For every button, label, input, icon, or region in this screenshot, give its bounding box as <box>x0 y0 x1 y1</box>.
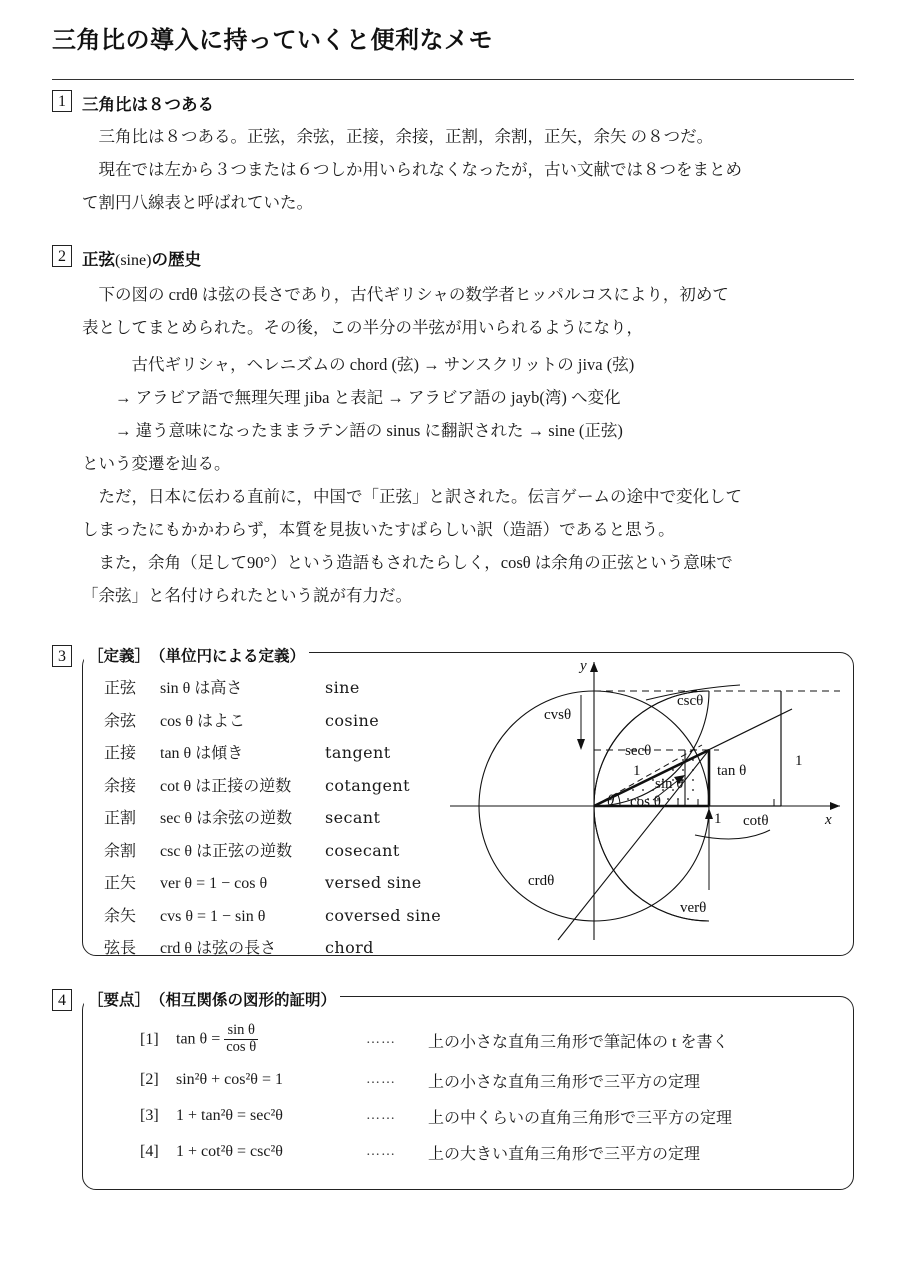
section-2-line-9: また，余角（足して90°）という造語もされたらしく，cosθ は余角の正弦という意味で <box>82 553 733 572</box>
tan-label: tan θ <box>717 763 747 779</box>
key-point-dots: …… <box>366 1108 396 1123</box>
definition-english: coversed sine <box>325 905 442 925</box>
key-point-description: 上の小さな直角三角形で三平方の定理 <box>428 1073 701 1091</box>
key-point-index: [3] <box>140 1107 159 1124</box>
section-number-2: 2 <box>52 245 72 267</box>
definition-jp-name: 正接 <box>104 745 137 762</box>
key-point-index: [1] <box>140 1031 159 1048</box>
ver-label: verθ <box>680 900 707 916</box>
title-divider <box>52 79 854 80</box>
theta-label: θ <box>607 793 615 809</box>
page-title: 三角比の導入に持っていくと便利なメモ <box>52 26 493 54</box>
section-2-line-2: 表としてまとめられた。その後，この半分の半弦が用いられるようになり， <box>82 318 643 337</box>
right-angle-cot <box>774 799 781 806</box>
section-number-1: 1 <box>52 90 72 112</box>
section-number-4: 4 <box>52 989 72 1011</box>
sin-label: sin θ <box>655 776 684 792</box>
definition-formula: cvs θ = 1 − sin θ <box>160 907 266 925</box>
definition-english: tangent <box>325 743 391 762</box>
definition-formula: cos θ はよこ <box>160 712 245 730</box>
definition-row <box>104 835 441 868</box>
definition-jp-name: 弦長 <box>104 940 137 957</box>
section-2-heading-tail: の歴史 <box>151 250 201 269</box>
key-point-description: 上の小さな直角三角形で筆記体の t を書く <box>428 1033 729 1051</box>
definition-formula: crd θ は弦の長さ <box>160 940 277 957</box>
definition-jp-name: 余矢 <box>104 907 137 925</box>
section-heading-1: 三角比は８つある <box>82 95 214 114</box>
definition-row <box>104 900 441 933</box>
key-point-dots: …… <box>366 1144 396 1159</box>
fraction-numerator: sin θ <box>227 1022 255 1039</box>
radius-one-label: 1 <box>633 763 641 779</box>
definition-english: cosecant <box>325 840 400 860</box>
section-number-3: 3 <box>52 645 72 667</box>
section-2-line-10: 「余弦」と名付けられたという説が有力だ。 <box>82 586 412 605</box>
definition-jp-name: 余割 <box>104 842 137 860</box>
ver-arrow-head <box>705 808 713 819</box>
fraction-denominator: cos θ <box>226 1038 257 1055</box>
definition-formula: cot θ は正接の逆数 <box>160 777 292 795</box>
definition-formula: sec θ は余弦の逆数 <box>160 810 293 827</box>
definition-row <box>104 802 441 835</box>
definition-table <box>104 672 441 965</box>
cos-label: cos θ <box>630 794 661 810</box>
key-point-dots: …… <box>366 1072 396 1087</box>
key-point-row <box>140 1062 732 1098</box>
key-point-formula: 1 + cot²θ = csc²θ <box>176 1143 283 1160</box>
x-axis-arrow <box>830 802 840 810</box>
secant-extended-line <box>594 709 792 806</box>
section-1-paragraph-1: 三角比は８つある。正弦，余弦，正接，余接，正割，余割，正矢，余矢 の８つだ。 <box>82 127 714 146</box>
section-2-line-3: 古代ギリシャ，ヘレニズムの chord (弦) → サンスクリットの jiva (弦) <box>82 355 635 374</box>
definition-english: cotangent <box>325 775 410 795</box>
section-2-line-6: という変遷を辿る。 <box>82 454 231 473</box>
definition-jp-name: 正矢 <box>104 875 137 892</box>
definition-row <box>104 737 441 770</box>
section-2-heading-lead: 正弦 <box>82 250 115 269</box>
section-1-paragraph-3: て割円八線表と呼ばれていた。 <box>82 193 313 212</box>
section-heading-2 <box>82 246 201 270</box>
definition-english: secant <box>325 808 381 827</box>
x-axis-label: x <box>825 812 832 828</box>
definition-row <box>104 672 441 705</box>
cvs-label: cvsθ <box>544 707 572 723</box>
section-2-line-8: しまったにもかかわらず，本質を見抜いたすばらしい訳（造語）であると思う。 <box>82 520 675 539</box>
key-point-formula-lhs: tan θ = <box>176 1030 221 1048</box>
definition-jp-name: 余弦 <box>104 712 137 730</box>
section-2-line-7: ただ，日本に伝わる直前に，中国で「正弦」と訳された。伝言ゲームの途中で変化して <box>82 487 742 506</box>
section-1-paragraph-2: 現在では左から３つまたは６つしか用いられなくなったが，古い文献では８つをまとめ <box>82 160 742 179</box>
definition-formula: ver θ = 1 − cos θ <box>160 875 268 892</box>
section-2-line-4: → アラビア語で無理矢理 jiba と表記 → アラビア語の jayb(湾) へ変化 <box>82 388 621 407</box>
definition-formula: csc θ は正弦の逆数 <box>160 842 293 860</box>
definition-row <box>104 867 441 900</box>
y-axis-label: y <box>580 658 587 674</box>
sec-label: secθ <box>625 743 652 759</box>
definition-english: chord <box>325 938 374 957</box>
key-point-formula <box>176 1024 366 1055</box>
definition-english: cosine <box>325 710 380 730</box>
section-2-heading-roman: (sine) <box>115 252 152 269</box>
y-axis-arrow <box>590 662 598 672</box>
definition-english: versed sine <box>325 873 422 892</box>
key-point-description: 上の大きい直角三角形で三平方の定理 <box>428 1145 701 1163</box>
definition-jp-name: 正弦 <box>104 680 137 697</box>
key-point-row <box>140 1098 732 1134</box>
definition-box-title: ［定義］ （単位円による定義） <box>84 644 309 666</box>
key-point-row <box>140 1134 732 1170</box>
key-point-index: [2] <box>140 1071 159 1088</box>
right-one-label: 1 <box>795 753 803 769</box>
cot-label: cotθ <box>743 813 769 829</box>
definition-formula: tan θ は傾き <box>160 745 244 762</box>
section-2-line-5: → 違う意味になったままラテン語の sinus に翻訳された → sine (正弦) <box>82 421 623 440</box>
key-points-list <box>140 1018 732 1170</box>
key-point-description: 上の中くらいの直角三角形で三平方の定理 <box>428 1109 733 1127</box>
unit-circle-diagram <box>440 640 860 960</box>
cvs-arrow-head <box>577 739 585 750</box>
definition-formula: sin θ は高さ <box>160 680 243 697</box>
definition-row <box>104 932 441 965</box>
crd-label: crdθ <box>528 873 555 889</box>
definition-row <box>104 705 441 738</box>
key-point-index: [4] <box>140 1143 159 1160</box>
key-point-row <box>140 1018 732 1062</box>
definition-english: sine <box>325 678 360 697</box>
definition-jp-name: 正割 <box>104 810 137 827</box>
key-point-dots: …… <box>366 1032 396 1047</box>
key-points-box-title: ［要点］ （相互関係の図形的証明） <box>84 988 340 1010</box>
csc-label: cscθ <box>677 693 704 709</box>
key-point-formula: sin²θ + cos²θ = 1 <box>176 1071 283 1088</box>
section-2-line-1: 下の図の crdθ は弦の長さであり，古代ギリシャの数学者ヒッパルコスにより，初めて <box>82 285 729 304</box>
definition-jp-name: 余接 <box>104 777 137 795</box>
key-point-fraction <box>224 1023 258 1054</box>
key-point-formula: 1 + tan²θ = sec²θ <box>176 1107 283 1124</box>
definition-row <box>104 770 441 803</box>
base-one-label: 1 <box>714 811 722 827</box>
